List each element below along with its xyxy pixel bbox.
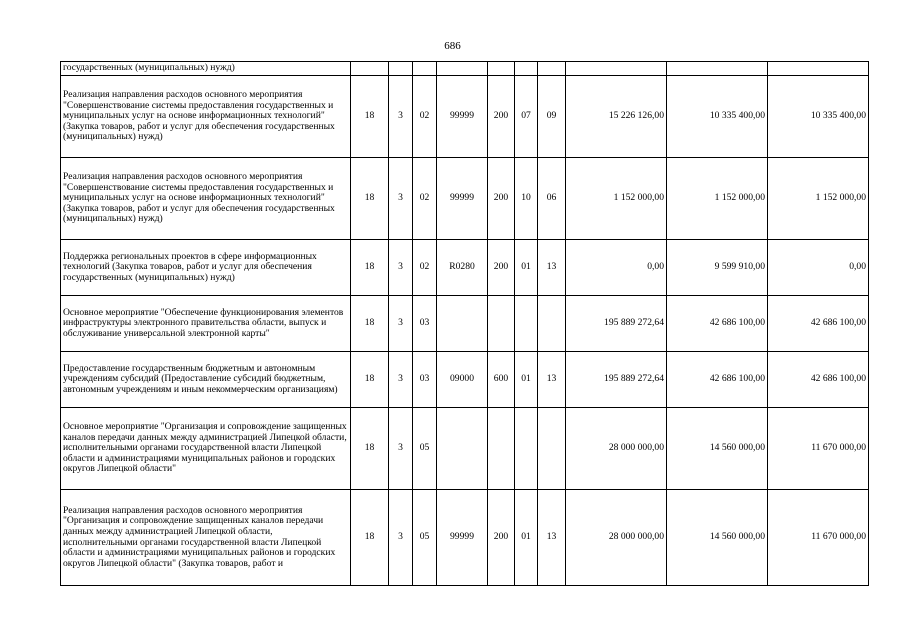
- amount-year-1: 195 889 272,64: [566, 352, 667, 408]
- code-main-event: 05: [413, 408, 437, 490]
- code-section: 10: [515, 158, 538, 240]
- code-expense-type: 200: [488, 240, 515, 296]
- amount-year-1: [566, 62, 667, 76]
- code-program: 18: [351, 352, 389, 408]
- code-program: 18: [351, 158, 389, 240]
- code-main-event: 03: [413, 296, 437, 352]
- code-subsection: 13: [538, 240, 566, 296]
- code-subsection: 13: [538, 490, 566, 586]
- code-section: [515, 408, 538, 490]
- code-section: 01: [515, 352, 538, 408]
- row-description: Реализация направления расходов основного мероприятия "Совершенствование системы предоставления государственных и муниципальных услуг на основе информационных технологий" (Закупка товаров, работ и услуг для обеспечения государственных (муниципальных) нужд): [61, 158, 351, 240]
- code-expense-type: 600: [488, 352, 515, 408]
- amount-year-3: 42 686 100,00: [768, 296, 869, 352]
- amount-year-3: 11 670 000,00: [768, 408, 869, 490]
- amount-year-2: 10 335 400,00: [667, 76, 768, 158]
- code-section: 07: [515, 76, 538, 158]
- table-row: [61, 352, 869, 408]
- code-direction: [437, 408, 488, 490]
- row-description: Основное мероприятие "Обеспечение функционирования элементов инфраструктуры электронного правительства области, выпуск и обслуживание универсальной электронной карты": [61, 296, 351, 352]
- amount-year-1: 15 226 126,00: [566, 76, 667, 158]
- amount-year-1: 1 152 000,00: [566, 158, 667, 240]
- amount-year-2: 9 599 910,00: [667, 240, 768, 296]
- code-subprogram: 3: [389, 296, 413, 352]
- amount-year-2: 42 686 100,00: [667, 296, 768, 352]
- table-row: [61, 296, 869, 352]
- code-expense-type: [488, 296, 515, 352]
- code-subprogram: 3: [389, 490, 413, 586]
- code-direction: 99999: [437, 490, 488, 586]
- code-subprogram: 3: [389, 76, 413, 158]
- code-main-event: 05: [413, 490, 437, 586]
- code-main-event: 03: [413, 352, 437, 408]
- code-subprogram: 3: [389, 240, 413, 296]
- table-row: [61, 408, 869, 490]
- code-main-event: 02: [413, 76, 437, 158]
- code-main-event: 02: [413, 158, 437, 240]
- code-program: [351, 62, 389, 76]
- amount-year-2: 14 560 000,00: [667, 408, 768, 490]
- code-main-event: 02: [413, 240, 437, 296]
- amount-year-3: 10 335 400,00: [768, 76, 869, 158]
- page-number: 686: [444, 40, 461, 52]
- code-direction: 99999: [437, 158, 488, 240]
- code-section: [515, 62, 538, 76]
- code-section: 01: [515, 240, 538, 296]
- code-subprogram: 3: [389, 158, 413, 240]
- amount-year-3: [768, 62, 869, 76]
- budget-table: [60, 61, 869, 586]
- amount-year-3: 1 152 000,00: [768, 158, 869, 240]
- code-main-event: [413, 62, 437, 76]
- table-row: [61, 240, 869, 296]
- amount-year-3: 42 686 100,00: [768, 352, 869, 408]
- row-description: Основное мероприятие "Организация и сопровождение защищенных каналов передачи данных между администрацией Липецкой области, исполнительными органами государственной власти Липецкой области и администрациями муниципальных районов и городских округов Липецкой области": [61, 408, 351, 490]
- amount-year-1: 0,00: [566, 240, 667, 296]
- code-subsection: [538, 296, 566, 352]
- code-program: 18: [351, 490, 389, 586]
- code-expense-type: [488, 62, 515, 76]
- code-expense-type: 200: [488, 490, 515, 586]
- code-program: 18: [351, 76, 389, 158]
- code-subprogram: 3: [389, 408, 413, 490]
- amount-year-2: [667, 62, 768, 76]
- code-expense-type: [488, 408, 515, 490]
- table-row: [61, 490, 869, 586]
- code-direction: 09000: [437, 352, 488, 408]
- table-row: [61, 76, 869, 158]
- code-subsection: 06: [538, 158, 566, 240]
- amount-year-1: 195 889 272,64: [566, 296, 667, 352]
- row-description: государственных (муниципальных) нужд): [61, 62, 351, 76]
- code-program: 18: [351, 408, 389, 490]
- code-section: 01: [515, 490, 538, 586]
- amount-year-2: 1 152 000,00: [667, 158, 768, 240]
- code-subsection: [538, 408, 566, 490]
- code-direction: R0280: [437, 240, 488, 296]
- amount-year-1: 28 000 000,00: [566, 490, 667, 586]
- amount-year-1: 28 000 000,00: [566, 408, 667, 490]
- row-description: Поддержка региональных проектов в сфере информационных технологий (Закупка товаров, работ и услуг для обеспечения государственных (муниципальных) нужд): [61, 240, 351, 296]
- amount-year-3: 11 670 000,00: [768, 490, 869, 586]
- code-direction: 99999: [437, 76, 488, 158]
- code-subsection: 09: [538, 76, 566, 158]
- amount-year-2: 42 686 100,00: [667, 352, 768, 408]
- code-direction: [437, 296, 488, 352]
- amount-year-2: 14 560 000,00: [667, 490, 768, 586]
- code-program: 18: [351, 296, 389, 352]
- row-description: Предоставление государственным бюджетным и автономным учреждениям субсидий (Предоставление субсидий бюджетным, автономным учреждениям и иным некоммерческим организациям): [61, 352, 351, 408]
- code-subprogram: [389, 62, 413, 76]
- amount-year-3: 0,00: [768, 240, 869, 296]
- code-subprogram: 3: [389, 352, 413, 408]
- table-row: [61, 158, 869, 240]
- code-program: 18: [351, 240, 389, 296]
- code-subsection: 13: [538, 352, 566, 408]
- row-description: Реализация направления расходов основного мероприятия "Совершенствование системы предоставления государственных и муниципальных услуг на основе информационных технологий" (Закупка товаров, работ и услуг для обеспечения государственных (муниципальных) нужд): [61, 76, 351, 158]
- code-section: [515, 296, 538, 352]
- code-subsection: [538, 62, 566, 76]
- row-description: Реализация направления расходов основного мероприятия "Организация и сопровождение защищенных каналов передачи данных между администрацией Липецкой области, исполнительными органами государственной власти Липецкой области и администрациями муниципальных районов и городских округов Липецкой области" (Закупка товаров, работ и: [61, 490, 351, 586]
- code-expense-type: 200: [488, 158, 515, 240]
- code-direction: [437, 62, 488, 76]
- code-expense-type: 200: [488, 76, 515, 158]
- table-row: [61, 62, 869, 76]
